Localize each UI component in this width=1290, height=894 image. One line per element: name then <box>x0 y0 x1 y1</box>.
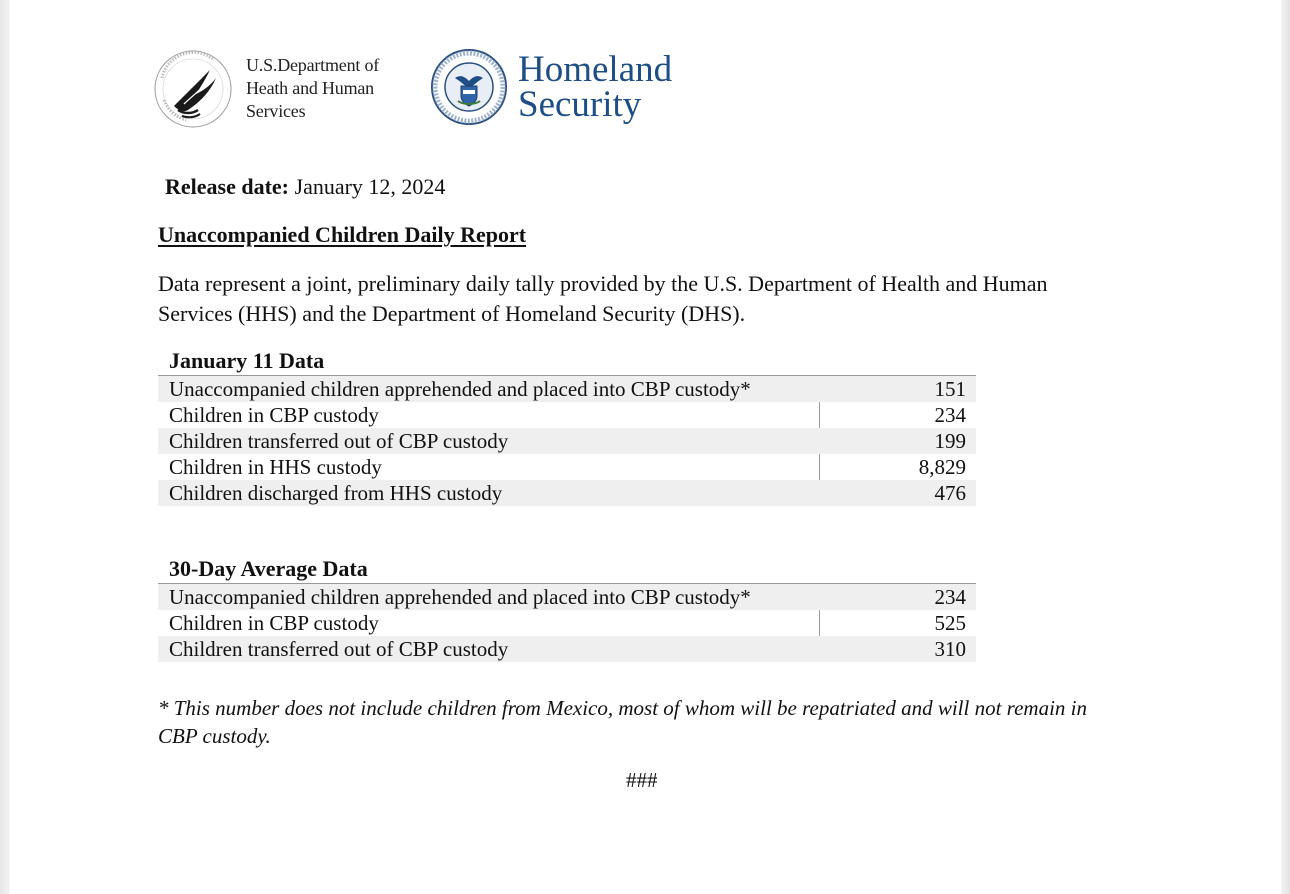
dhs-wordmark-line-1: Homeland <box>518 49 673 90</box>
dhs-wordmark <box>518 49 673 125</box>
row-label: Children discharged from HHS custody <box>169 481 503 505</box>
release-date <box>165 174 445 200</box>
table-row <box>158 636 976 662</box>
row-label: Children in CBP custody <box>169 611 379 635</box>
row-value: 8,829 <box>918 455 966 479</box>
page-edge-left <box>0 0 10 894</box>
hhs-line-2: Heath and Human <box>246 78 374 98</box>
intro-paragraph: Data represent a joint, preliminary daily tally provided by the U.S. Department of Health and Human Services (HHS) and the Department of Homeland Security (DHS). <box>158 271 1048 326</box>
table-row <box>158 584 976 610</box>
section-title-30-day: 30-Day Average Data <box>169 556 368 581</box>
row-value: 310 <box>934 637 966 661</box>
end-mark: ### <box>626 768 658 792</box>
row-label: Unaccompanied children apprehended and placed into CBP custody* <box>169 377 751 401</box>
row-value: 525 <box>934 611 966 635</box>
table-row <box>158 454 976 480</box>
row-label: Children in HHS custody <box>169 455 382 479</box>
hhs-department-name <box>246 54 379 123</box>
thirty-day-data-table <box>158 583 976 662</box>
release-date-label: Release date: <box>165 174 290 199</box>
table-row <box>158 402 976 428</box>
daily-data-table <box>158 375 976 506</box>
hhs-line-3: Services <box>246 101 306 121</box>
dhs-wordmark-line-2: Security <box>518 84 642 125</box>
footnote: * This number does not include children from Mexico, most of whom will be repatriated and will not remain in CBP custody. <box>158 696 1087 748</box>
hhs-eagle-seal-icon <box>152 48 234 130</box>
row-value: 476 <box>934 481 966 505</box>
row-value: 151 <box>934 377 966 401</box>
hhs-line-1: U.S.Department of <box>246 55 380 75</box>
table-row <box>158 610 976 636</box>
page-edge-right <box>1281 0 1290 894</box>
row-value: 234 <box>934 585 966 609</box>
row-label: Unaccompanied children apprehended and placed into CBP custody* <box>169 585 751 609</box>
dhs-seal-icon <box>430 48 508 126</box>
row-value: 199 <box>934 429 966 453</box>
table-row <box>158 480 976 506</box>
report-title: Unaccompanied Children Daily Report <box>158 222 527 247</box>
row-label: Children transferred out of CBP custody <box>169 637 509 661</box>
section-title-daily: January 11 Data <box>169 348 325 373</box>
row-label: Children transferred out of CBP custody <box>169 429 509 453</box>
table-row <box>158 376 976 402</box>
release-date-value: January 12, 2024 <box>294 174 446 199</box>
row-value: 234 <box>934 403 966 427</box>
row-label: Children in CBP custody <box>169 403 379 427</box>
table-row <box>158 428 976 454</box>
